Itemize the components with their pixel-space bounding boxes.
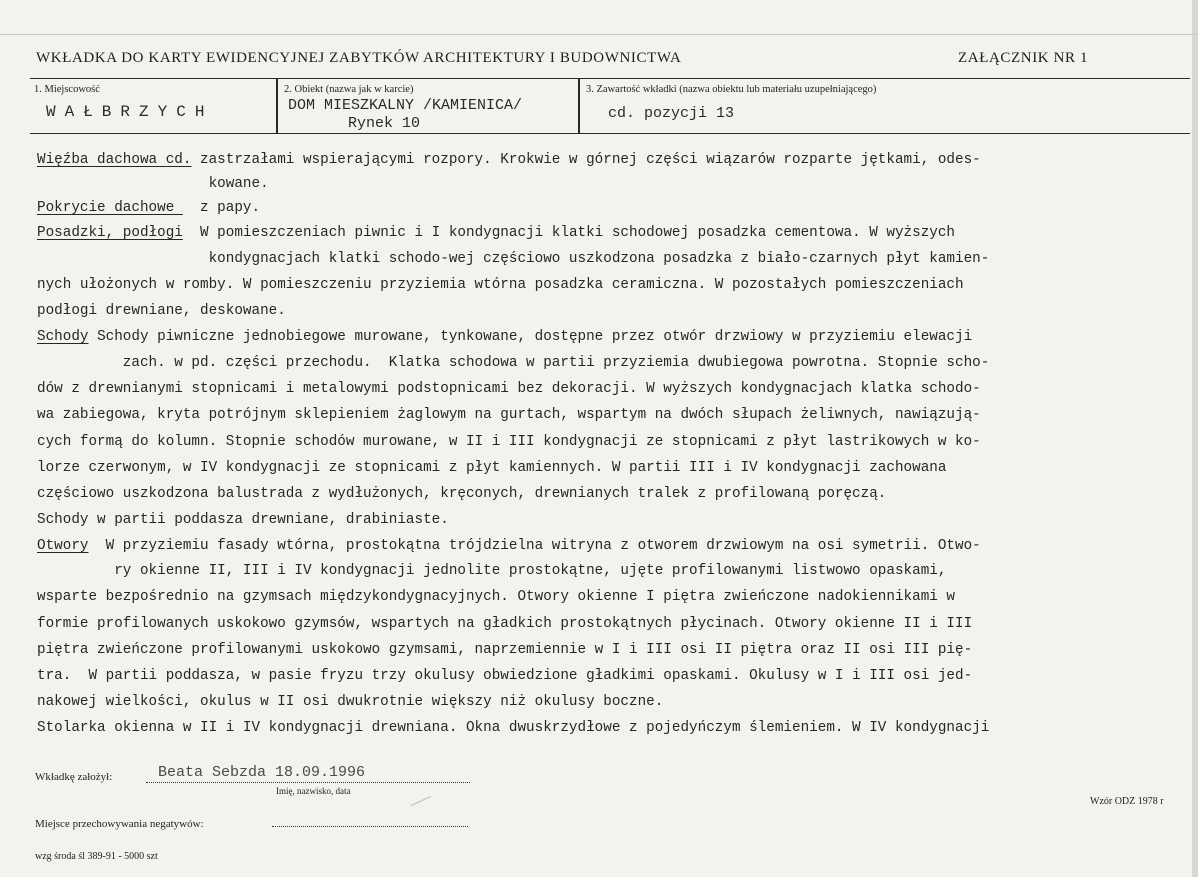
line-text: wsparte bezpośrednio na gzymsach międzykondygnacyjnych. Otwory okienne I piętra zwieńczone nadokiennikami w — [37, 589, 956, 605]
line-text: Stolarka okienna w II i IV kondygnacji drewniana. Okna dwuskrzydłowe z pojedyńczym ślemieniem. W IV kondygnacji — [37, 720, 990, 736]
text-line — [37, 718, 989, 738]
text-line — [37, 301, 286, 321]
negatives-dotted-line — [272, 826, 468, 827]
text-line — [37, 458, 946, 478]
locality-value: WAŁBRZYCH — [46, 103, 214, 121]
section-heading: Otwory — [37, 538, 89, 554]
text-line — [37, 150, 981, 170]
text-line — [37, 198, 260, 218]
line-text: ry okienne II, III i IV kondygnacji jednolite prostokątne, ujęte profilowanymi listwowo opaskami, — [37, 563, 947, 579]
line-text: zach. w pd. części przechodu. Klatka schodowa w partii przyziemia dwubiegowa powrotna. Stopnie scho- — [37, 355, 990, 371]
line-text: kondygnacjach klatki schodo-wej częściowo uszkodzona posadzka z biało-czarnych płyt kamien- — [37, 251, 990, 267]
object-label: 2. Obiekt (nazwa jak w karcie) — [284, 84, 414, 95]
field-divider — [578, 79, 580, 133]
text-line — [37, 614, 972, 634]
locality-label: 1. Miejscowość — [34, 84, 100, 95]
section-heading: Pokrycie dachowe — [37, 200, 183, 216]
line-text: wa zabiegowa, kryta potrójnym sklepieniem żaglowym na gurtach, wspartym na dwóch słupach żeliwnych, nawiązują- — [37, 407, 981, 423]
field-divider — [276, 79, 278, 133]
section-heading: Posadzki, podłogi — [37, 225, 183, 241]
line-text: z papy. — [182, 200, 261, 216]
author-value: Beata Sebzda 18.09.1996 — [158, 764, 366, 781]
print-note: wzg środa śl 389-91 - 5000 szt — [35, 851, 158, 862]
line-text: zastrzałami wspierającymi rozpory. Krokwie w górnej części wiązarów rozparte jętkami, odes- — [191, 152, 981, 168]
text-line — [37, 275, 964, 295]
line-text: piętra zwieńczone profilowanymi uskokowo gzymsami, naprzemiennie w I i III osi II piętra oraz II osi III pię- — [37, 642, 973, 658]
line-text: nakowej wielkości, okulus w II osi dwukrotnie większy niż okulusy boczne. — [37, 694, 664, 710]
line-text: częściowo uszkodzona balustrada z wydłużonych, kręconych, drewnianych tralek z profilowaną poręczą. — [37, 486, 887, 502]
text-line — [37, 432, 981, 452]
section-heading: Schody — [37, 329, 89, 345]
line-text: kowane. — [37, 176, 269, 192]
text-line — [37, 692, 663, 712]
text-line — [37, 249, 989, 269]
section-heading: Więźba dachowa cd. — [37, 152, 192, 168]
annex-number: ZAŁĄCZNIK NR 1 — [958, 50, 1089, 66]
text-line — [37, 561, 946, 581]
text-line — [37, 666, 972, 686]
negatives-label: Miejsce przechowywania negatywów: — [35, 818, 204, 830]
card-edge — [1192, 0, 1198, 877]
line-text: lorze czerwonym, w IV kondygnacji ze stopnicami z płyt kamiennych. W partii III i IV kondygnacji zachowana — [37, 460, 947, 476]
text-line — [37, 536, 981, 556]
object-value-line2: Rynek 10 — [348, 115, 421, 132]
contents-value: cd. pozycji 13 — [608, 105, 735, 122]
line-text: dów z drewnianymi stopnicami i metalowymi podstopnicami bez dekoracji. W wyższych kondygnacjach klatka schodo- — [37, 381, 981, 397]
text-line — [37, 327, 972, 347]
line-text: cych formą do kolumn. Stopnie schodów murowane, w II i III kondygnacji ze stopnicami z płyt lastrikowych w ko- — [37, 434, 981, 450]
line-text: podłogi drewniane, deskowane. — [37, 303, 286, 319]
form-title: WKŁADKA DO KARTY EWIDENCYJNEJ ZABYTKÓW ARCHITEKTURY I BUDOWNICTWA — [36, 50, 682, 66]
author-label: Wkładkę założył: — [35, 771, 113, 783]
text-line — [37, 510, 449, 530]
text-line — [37, 587, 955, 607]
author-caption: Imię, nazwisko, data — [276, 786, 351, 796]
header-fields — [30, 78, 1190, 134]
line-text: formie profilowanych uskokowo gzymsów, wspartych na gładkich prostokątnych płycinach. Otwory okienne II i III — [37, 616, 973, 632]
text-line — [37, 640, 972, 660]
line-text: tra. W partii poddasza, w pasie fryzu trzy okulusy obwiedzione gładkimi opaskami. Okulusy w I i III osi jed- — [37, 668, 973, 684]
text-line — [37, 174, 269, 194]
text-line — [37, 405, 981, 425]
object-value-line1: DOM MIESZKALNY /KAMIENICA/ — [288, 97, 523, 114]
text-line — [37, 223, 955, 243]
text-line — [37, 379, 981, 399]
template-mark: Wzór ODZ 1978 r — [1090, 796, 1164, 807]
text-line — [37, 353, 989, 373]
line-text: W przyziemiu fasady wtórna, prostokątna trójdzielna witryna z otworem drzwiowym na osi symetrii. Otwo- — [88, 538, 981, 554]
top-rule — [0, 34, 1198, 35]
line-text: W pomieszczeniach piwnic i I kondygnacji klatki schodowej posadzka cementowa. W wyższych — [182, 225, 956, 241]
author-dotted-line — [146, 782, 470, 783]
line-text: nych ułożonych w romby. W pomieszczeniu przyziemia wtórna posadzka ceramiczna. W pozostałych pomieszczeniach — [37, 277, 964, 293]
text-line — [37, 484, 886, 504]
pencil-mark — [411, 796, 436, 815]
line-text: Schody piwniczne jednobiegowe murowane, tynkowane, dostępne przez otwór drzwiowy w przyziemiu elewacji — [88, 329, 973, 345]
line-text: Schody w partii poddasza drewniane, drabiniaste. — [37, 512, 449, 528]
contents-label: 3. Zawartość wkładki (nazwa obiektu lub materiału uzupełniającego) — [586, 84, 877, 95]
